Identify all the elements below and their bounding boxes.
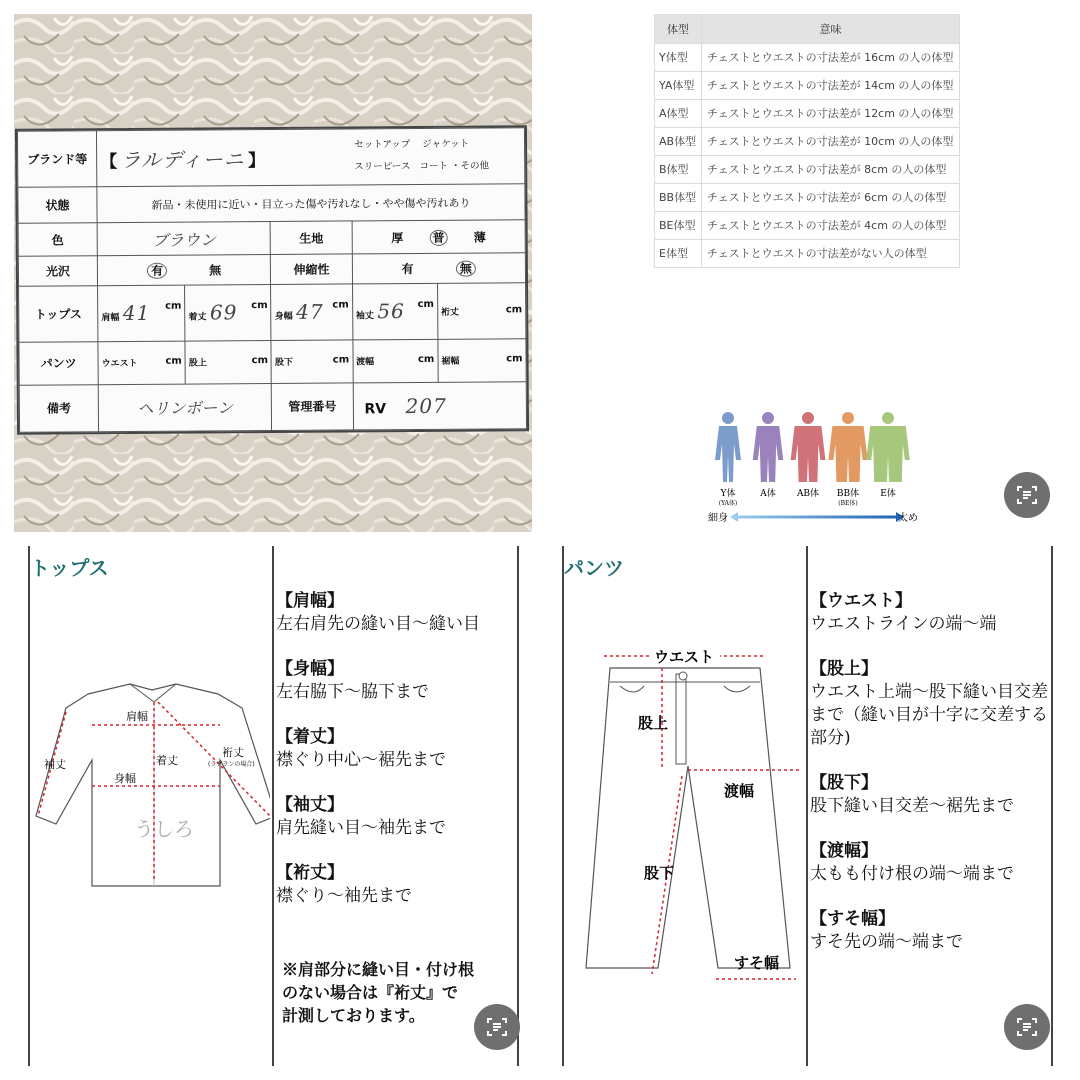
tops-panel-title: トップス (30, 558, 109, 580)
measure-heading: 【袖丈】 (276, 795, 344, 815)
measure-description (276, 590, 516, 636)
divider (806, 546, 808, 1066)
chest-value: 47 (296, 299, 324, 325)
measure-description (810, 590, 1050, 636)
body-type-row (655, 156, 960, 184)
scale-left-label: 細身 (708, 513, 728, 524)
length-value: 69 (209, 300, 238, 325)
yuki-label: 裄丈 (440, 307, 460, 318)
type-three-piece: スリーピース (354, 161, 411, 173)
fabric-thin: 薄 (473, 230, 486, 245)
divider (272, 546, 274, 1066)
measure-text: 左右肩先の縫い目〜縫い目 (276, 614, 480, 634)
inseam-label: 股下 (274, 358, 294, 369)
body-type-row (655, 128, 960, 156)
measurement-card (15, 125, 529, 435)
measure-heading: 【股上】 (810, 659, 878, 679)
brand-close-bracket: 】 (247, 150, 266, 172)
diagram-chest-label: 身幅 (114, 772, 136, 785)
unit-cm: cm (251, 355, 269, 367)
measure-heading: 【ウエスト】 (810, 591, 912, 611)
body-type-figure (753, 412, 783, 499)
figure-sublabel: (YA体) (718, 500, 738, 507)
body-type-name: E体型 (655, 240, 702, 268)
waist-label: ウエスト (101, 359, 138, 370)
notes-value: ヘリンボーン (137, 398, 234, 419)
measure-description (810, 772, 1050, 818)
shoulder-value: 41 (122, 301, 151, 326)
unit-cm: cm (251, 300, 268, 312)
condition-label: 状態 (18, 187, 97, 224)
shoulder-label: 肩幅 (101, 313, 120, 324)
figure-label: AB体 (796, 489, 820, 499)
body-type-figure (828, 412, 867, 507)
measure-text: 肩先縫い目〜袖先まで (276, 818, 446, 838)
unit-cm: cm (506, 353, 523, 365)
body-type-meaning: チェストとウエストの寸法差がない人の体型 (702, 240, 960, 268)
note-line-3: 計測しております。 (282, 1006, 425, 1025)
figure-label: A体 (760, 489, 776, 499)
tops-descriptions (276, 590, 516, 908)
unit-cm: cm (165, 300, 182, 312)
body-type-chart (548, 14, 1066, 532)
measure-heading: 【裄丈】 (276, 863, 344, 883)
unit-cm: cm (332, 354, 350, 366)
fabric-thick: 厚 (391, 230, 404, 245)
body-type-row (655, 100, 960, 128)
mgmt-prefix: RV (364, 401, 387, 418)
body-type-figures (708, 410, 918, 530)
sleeve-label: 袖丈 (355, 311, 374, 322)
measure-description (276, 658, 516, 704)
measure-text: 股下縫い目交差〜裾先まで (810, 796, 1014, 816)
unit-cm: cm (332, 299, 349, 311)
jacket-diagram (30, 676, 270, 896)
diagram-waist-label: ウエスト (654, 648, 715, 666)
measure-text: 左右脇下〜脇下まで (276, 682, 429, 702)
scan-text-icon (1015, 1015, 1039, 1039)
body-type-row (655, 212, 960, 240)
measure-description (810, 658, 1050, 750)
diagram-back-label: うしろ (134, 817, 194, 841)
pants-descriptions (810, 590, 1050, 954)
color-value: ブラウン (151, 229, 217, 250)
scan-text-button[interactable] (1004, 472, 1050, 518)
unit-cm: cm (417, 299, 434, 311)
figure-head (762, 412, 774, 424)
body-type-name: Y体型 (655, 44, 702, 72)
mgmt-value: 207 (405, 393, 447, 418)
hem-label: 裾幅 (441, 356, 460, 367)
body-type-name: YA体型 (655, 72, 702, 100)
body-type-meaning: チェストとウエストの寸法差が 8cm の人の体型 (702, 156, 960, 184)
measure-heading: 【すそ幅】 (810, 909, 895, 929)
measure-heading: 【着丈】 (276, 727, 344, 747)
scan-text-button[interactable] (474, 1004, 520, 1050)
sleeve-value: 56 (377, 299, 405, 324)
body-type-name: A体型 (655, 100, 702, 128)
stretch-no: 無 (456, 260, 476, 276)
condition-options: 新品・未使用に近い・目立った傷や汚れなし・やや傷や汚れあり (97, 184, 525, 224)
body-type-row (655, 184, 960, 212)
rise-label: 股上 (188, 358, 207, 369)
scale-arrow (730, 512, 904, 522)
figure-head (802, 412, 814, 424)
note-line-1: ※肩部分に縫い目・付け根 (282, 960, 475, 979)
measure-description (810, 840, 1050, 886)
body-type-figure (866, 412, 910, 499)
body-type-figure (715, 412, 741, 507)
body-type-meaning: チェストとウエストの寸法差が 14cm の人の体型 (702, 72, 960, 100)
diagram-hem-label: すそ幅 (734, 954, 780, 972)
figure-sublabel: (BE体) (838, 500, 858, 507)
body-type-row (655, 72, 960, 100)
figure-label: BB体 (836, 489, 860, 499)
measure-heading: 【股下】 (810, 773, 878, 793)
unit-cm: cm (505, 303, 523, 316)
figure-label: E体 (880, 489, 896, 499)
stretch-label: 伸縮性 (271, 254, 352, 285)
type-jacket: ジャケット (422, 139, 470, 151)
measure-description (276, 862, 516, 908)
thigh-label: 渡幅 (356, 357, 375, 368)
figure-head (842, 412, 854, 424)
diagram-shoulder-label: 肩幅 (126, 710, 148, 723)
figure-label: Y体 (720, 489, 736, 499)
diagram-length-label: 着丈 (156, 754, 178, 767)
length-label: 着丈 (188, 312, 207, 323)
scan-text-icon (1015, 483, 1039, 507)
measure-text: ウエストラインの端〜端 (810, 614, 997, 634)
diagram-inseam-label: 股下 (644, 864, 675, 882)
measure-heading: 【肩幅】 (276, 591, 344, 611)
pants-diagram (564, 638, 806, 988)
figure-body (828, 426, 867, 482)
unit-cm: cm (417, 354, 435, 366)
diagram-yuki-label: 裄丈 (222, 746, 244, 759)
fabric-normal: 普 (429, 229, 447, 245)
figure-body (791, 426, 826, 482)
note-line-2: のない場合は『裄丈』で (282, 983, 459, 1002)
figure-head (882, 412, 894, 424)
figure-body (753, 426, 783, 482)
measure-description (276, 794, 516, 840)
header-meaning: 意味 (702, 15, 960, 44)
brand-label: ブランド等 (17, 131, 96, 187)
type-coat-other: コート ・その他 (419, 160, 490, 173)
scan-text-icon (485, 1015, 509, 1039)
measure-description (810, 908, 1050, 954)
diagram-yuki-note: (ラグランの場合) (208, 761, 255, 768)
unit-cm: cm (165, 355, 182, 367)
body-type-row (655, 44, 960, 72)
body-type-meaning: チェストとウエストの寸法差が 12cm の人の体型 (702, 100, 960, 128)
gloss-yes: 有 (147, 262, 167, 278)
measure-description (276, 726, 516, 772)
color-label: 色 (18, 223, 97, 256)
diagram-thigh-label: 渡幅 (724, 782, 755, 800)
figure-body (715, 426, 741, 482)
type-setup: セットアップ (354, 139, 411, 151)
body-type-name: B体型 (655, 156, 702, 184)
gloss-label: 光沢 (18, 255, 97, 286)
tops-label: トップス (19, 285, 98, 341)
body-type-meaning: チェストとウエストの寸法差が 6cm の人の体型 (702, 184, 960, 212)
body-type-name: AB体型 (655, 128, 702, 156)
fabric-label: 生地 (271, 221, 352, 254)
brand-open-bracket: 【 (100, 152, 118, 173)
divider (1051, 546, 1053, 1066)
diagram-sleeve-label: 袖丈 (44, 758, 66, 771)
brand-value: ラルディーニ (120, 147, 245, 172)
diagram-rise-label: 股上 (638, 714, 669, 732)
body-type-meaning: チェストとウエストの寸法差が 4cm の人の体型 (702, 212, 960, 240)
gloss-no: 無 (209, 263, 222, 278)
notes-label: 備考 (19, 384, 98, 432)
body-type-name: BB体型 (655, 184, 702, 212)
pants-label: パンツ (19, 341, 98, 385)
body-type-meaning: チェストとウエストの寸法差が 10cm の人の体型 (702, 128, 960, 156)
scale-right-label: 太め (898, 513, 918, 524)
body-type-table (654, 14, 960, 268)
product-tag-photo (14, 14, 532, 532)
figure-head (722, 412, 734, 424)
measure-heading: 【身幅】 (276, 659, 344, 679)
measure-text: すそ先の端〜端まで (810, 932, 963, 952)
stretch-yes: 有 (401, 261, 414, 276)
pants-guide-panel (548, 546, 1066, 1066)
measure-text: ウエスト上端〜股下縫い目交差まで（縫い目が十字に交差する部分) (810, 682, 1048, 748)
tops-guide-panel (14, 546, 532, 1066)
body-type-meaning: チェストとウエストの寸法差が 16cm の人の体型 (702, 44, 960, 72)
body-type-name: BE体型 (655, 212, 702, 240)
body-type-figure (791, 412, 826, 499)
measure-text: 襟ぐり〜袖先まで (276, 886, 412, 906)
pants-panel-title: パンツ (564, 558, 624, 580)
header-type: 体型 (655, 15, 702, 44)
figure-body (866, 426, 910, 482)
mgmt-label: 管理番号 (272, 383, 353, 431)
measure-text: 太もも付け根の端〜端まで (810, 864, 1014, 884)
measure-text: 襟ぐり中心〜裾先まで (276, 750, 446, 770)
measure-heading: 【渡幅】 (810, 841, 878, 861)
body-type-row (655, 240, 960, 268)
chest-label: 身幅 (274, 312, 293, 323)
scan-text-button[interactable] (1004, 1004, 1050, 1050)
